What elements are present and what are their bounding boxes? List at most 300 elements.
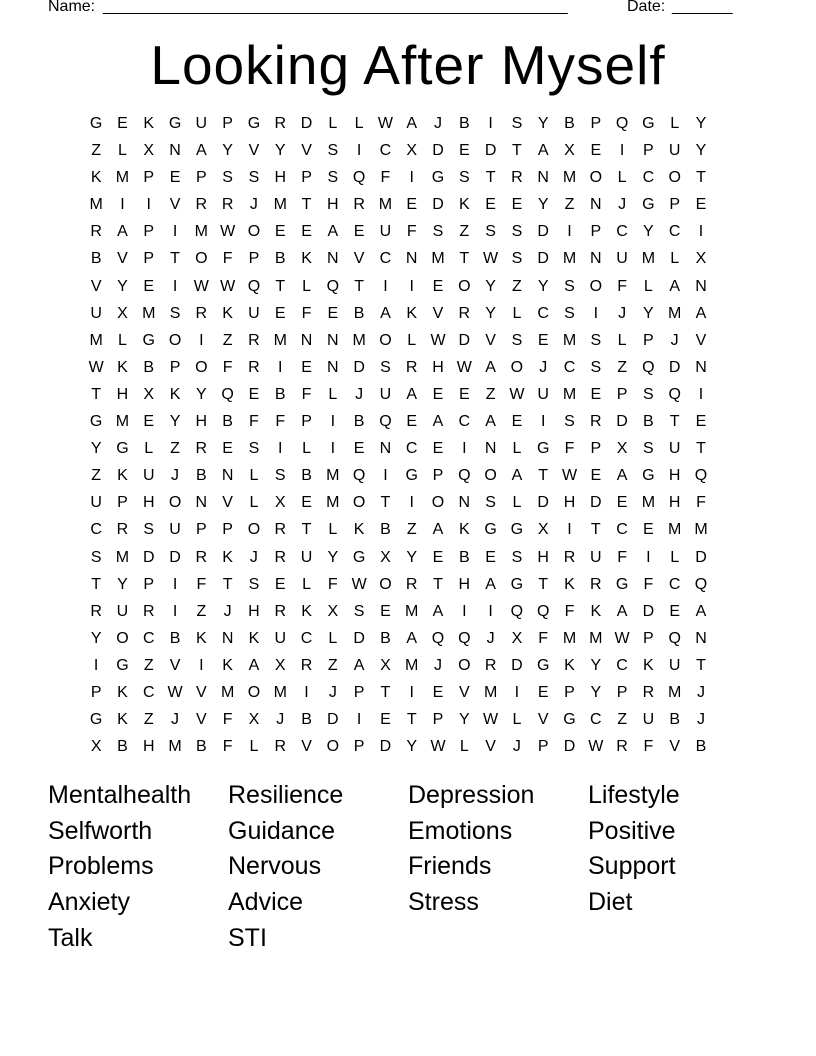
grid-letter[interactable]: P <box>222 521 233 539</box>
grid-letter[interactable]: H <box>458 575 471 593</box>
grid-letter[interactable]: Y <box>695 142 707 160</box>
grid-letter[interactable]: L <box>302 277 311 295</box>
grid-letter[interactable]: W <box>167 683 183 701</box>
grid-letter[interactable]: P <box>301 413 312 431</box>
grid-letter[interactable]: I <box>356 142 362 160</box>
grid-letter[interactable]: I <box>698 385 704 403</box>
grid-letter[interactable]: C <box>668 575 681 593</box>
grid-letter[interactable]: O <box>195 358 208 376</box>
grid-letter[interactable]: E <box>274 223 286 241</box>
grid-letter[interactable]: S <box>643 440 654 458</box>
grid-letter[interactable]: P <box>143 169 155 187</box>
grid-letter[interactable]: E <box>327 304 339 322</box>
grid-letter[interactable]: G <box>510 575 524 593</box>
grid-letter[interactable]: K <box>458 521 470 539</box>
grid-letter[interactable]: L <box>512 494 522 512</box>
grid-letter[interactable]: V <box>485 331 496 349</box>
grid-letter[interactable]: Y <box>643 304 654 322</box>
grid-letter[interactable]: V <box>458 683 470 701</box>
grid-letter[interactable]: D <box>537 223 549 241</box>
grid-letter[interactable]: W <box>483 711 499 729</box>
grid-letter[interactable]: G <box>116 440 129 458</box>
grid-letter[interactable]: C <box>537 304 549 322</box>
grid-letter[interactable]: G <box>352 548 366 566</box>
grid-letter[interactable]: Y <box>90 629 102 647</box>
grid-letter[interactable]: P <box>537 738 549 756</box>
grid-letter[interactable]: J <box>618 304 627 322</box>
grid-letter[interactable]: Z <box>617 711 627 729</box>
date-blank-line[interactable]: _______ <box>672 0 733 15</box>
grid-letter[interactable]: J <box>223 602 232 620</box>
grid-letter[interactable]: C <box>616 521 628 539</box>
grid-letter[interactable]: S <box>511 250 523 268</box>
grid-letter[interactable]: B <box>169 629 181 647</box>
grid-letter[interactable]: J <box>539 358 548 376</box>
grid-letter[interactable]: E <box>406 413 418 431</box>
grid-letter[interactable]: R <box>511 169 523 187</box>
grid-letter[interactable]: O <box>431 494 445 512</box>
grid-letter[interactable]: T <box>354 277 364 295</box>
grid-letter[interactable]: S <box>90 548 102 566</box>
grid-letter[interactable]: J <box>434 115 442 132</box>
grid-letter[interactable]: S <box>143 521 155 539</box>
grid-letter[interactable]: M <box>273 331 287 349</box>
grid-letter[interactable]: O <box>168 331 182 349</box>
grid-letter[interactable]: H <box>563 494 576 512</box>
grid-letter[interactable]: E <box>432 277 444 295</box>
grid-letter[interactable]: P <box>301 169 312 187</box>
grid-letter[interactable]: U <box>668 656 681 674</box>
grid-letter[interactable]: E <box>353 223 365 241</box>
grid-letter[interactable]: U <box>169 521 181 539</box>
grid-letter[interactable]: L <box>512 711 522 729</box>
grid-letter[interactable]: A <box>669 277 681 295</box>
grid-letter[interactable]: Q <box>668 385 681 403</box>
grid-letter[interactable]: D <box>695 548 707 566</box>
grid-letter[interactable]: K <box>353 521 365 539</box>
grid-letter[interactable]: E <box>537 331 549 349</box>
grid-letter[interactable]: B <box>380 521 391 539</box>
grid-letter[interactable]: C <box>300 629 313 647</box>
grid-letter[interactable]: C <box>668 223 681 241</box>
grid-letter[interactable]: E <box>380 602 391 620</box>
grid-letter[interactable]: K <box>169 385 181 403</box>
grid-letter[interactable]: M <box>562 331 577 349</box>
grid-letter[interactable]: J <box>328 683 337 701</box>
grid-letter[interactable]: N <box>458 494 471 512</box>
grid-letter[interactable]: E <box>643 521 654 539</box>
grid-letter[interactable]: J <box>486 629 495 647</box>
grid-letter[interactable]: D <box>511 656 523 674</box>
grid-letter[interactable]: L <box>512 440 522 458</box>
grid-letter[interactable]: E <box>485 196 496 214</box>
grid-letter[interactable]: S <box>511 115 523 132</box>
grid-letter[interactable]: U <box>642 711 655 729</box>
grid-letter[interactable]: P <box>117 494 128 512</box>
grid-letter[interactable]: P <box>590 115 602 132</box>
grid-letter[interactable]: I <box>330 440 336 458</box>
grid-letter[interactable]: M <box>405 656 419 674</box>
grid-letter[interactable]: Y <box>90 440 102 458</box>
grid-letter[interactable]: N <box>379 440 392 458</box>
grid-letter[interactable]: V <box>196 683 207 701</box>
grid-letter[interactable]: K <box>222 656 233 674</box>
grid-letter[interactable]: J <box>696 711 705 729</box>
grid-letter[interactable]: S <box>485 223 496 241</box>
grid-letter[interactable]: S <box>353 602 365 620</box>
grid-letter[interactable]: A <box>353 656 365 674</box>
grid-letter[interactable]: W <box>220 277 236 295</box>
grid-letter[interactable]: D <box>142 548 155 566</box>
grid-letter[interactable]: P <box>564 683 575 701</box>
grid-letter[interactable]: J <box>670 331 679 349</box>
grid-letter[interactable]: Y <box>537 277 549 295</box>
grid-letter[interactable]: T <box>380 494 391 512</box>
grid-letter[interactable]: J <box>276 711 285 729</box>
grid-letter[interactable]: W <box>509 385 525 403</box>
grid-letter[interactable]: M <box>668 521 682 539</box>
grid-letter[interactable]: E <box>117 115 128 132</box>
grid-letter[interactable]: M <box>220 683 235 701</box>
grid-letter[interactable]: X <box>380 548 391 566</box>
grid-letter[interactable]: L <box>117 331 127 349</box>
grid-letter[interactable]: Z <box>222 331 233 349</box>
grid-letter[interactable]: P <box>196 521 207 539</box>
grid-letter[interactable]: G <box>642 115 655 132</box>
grid-letter[interactable]: F <box>222 738 233 756</box>
grid-letter[interactable]: C <box>379 250 392 268</box>
grid-letter[interactable]: S <box>485 494 496 512</box>
grid-letter[interactable]: P <box>432 467 444 485</box>
grid-letter[interactable]: O <box>510 358 524 376</box>
grid-letter[interactable]: I <box>172 602 178 620</box>
grid-letter[interactable]: L <box>249 738 259 756</box>
grid-letter[interactable]: L <box>249 467 259 485</box>
grid-letter[interactable]: G <box>536 440 550 458</box>
grid-letter[interactable]: D <box>458 331 471 349</box>
grid-letter[interactable]: D <box>668 358 681 376</box>
grid-letter[interactable]: A <box>485 358 496 376</box>
grid-letter[interactable]: B <box>117 738 128 756</box>
grid-letter[interactable]: Z <box>143 656 154 674</box>
grid-letter[interactable]: B <box>222 413 233 431</box>
grid-letter[interactable]: V <box>669 738 681 756</box>
grid-letter[interactable]: M <box>562 385 577 403</box>
grid-letter[interactable]: Z <box>512 277 522 295</box>
grid-letter[interactable]: H <box>668 467 681 485</box>
grid-letter[interactable]: J <box>171 467 180 485</box>
grid-letter[interactable]: C <box>563 358 576 376</box>
grid-letter[interactable]: B <box>301 711 312 729</box>
grid-letter[interactable]: H <box>668 494 681 512</box>
grid-letter[interactable]: H <box>537 548 549 566</box>
grid-letter[interactable]: X <box>616 440 628 458</box>
grid-letter[interactable]: Z <box>459 223 470 241</box>
grid-letter[interactable]: T <box>275 277 286 295</box>
grid-letter[interactable]: U <box>379 385 392 403</box>
grid-letter[interactable]: D <box>537 250 549 268</box>
grid-letter[interactable]: G <box>89 711 103 729</box>
grid-letter[interactable]: I <box>278 358 283 376</box>
grid-letter[interactable]: I <box>199 331 204 349</box>
grid-letter[interactable]: S <box>327 169 339 187</box>
grid-letter[interactable]: E <box>432 385 444 403</box>
grid-letter[interactable]: I <box>462 440 467 458</box>
grid-letter[interactable]: W <box>614 629 630 647</box>
grid-letter[interactable]: P <box>616 385 628 403</box>
grid-letter[interactable]: A <box>695 304 707 322</box>
grid-letter[interactable]: P <box>222 115 233 132</box>
grid-letter[interactable]: A <box>695 602 707 620</box>
grid-letter[interactable]: R <box>274 738 286 756</box>
grid-letter[interactable]: E <box>143 413 155 431</box>
grid-letter[interactable]: U <box>248 304 260 322</box>
grid-letter[interactable]: S <box>248 169 260 187</box>
grid-letter[interactable]: J <box>249 196 258 214</box>
grid-letter[interactable]: P <box>196 169 207 187</box>
grid-letter[interactable]: P <box>353 683 365 701</box>
grid-letter[interactable]: S <box>274 467 286 485</box>
grid-letter[interactable]: L <box>144 440 154 458</box>
grid-letter[interactable]: K <box>564 656 575 674</box>
grid-letter[interactable]: S <box>564 413 575 431</box>
grid-letter[interactable]: R <box>590 575 602 593</box>
grid-letter[interactable]: N <box>537 169 549 187</box>
grid-letter[interactable]: N <box>221 629 234 647</box>
grid-letter[interactable]: O <box>458 656 471 674</box>
grid-letter[interactable]: N <box>327 250 339 268</box>
grid-letter[interactable]: E <box>301 223 312 241</box>
grid-letter[interactable]: T <box>696 169 706 187</box>
grid-letter[interactable]: F <box>617 548 627 566</box>
grid-letter[interactable]: F <box>222 711 233 729</box>
grid-letter[interactable]: X <box>143 142 155 160</box>
grid-letter[interactable]: R <box>195 548 208 566</box>
grid-letter[interactable]: A <box>196 142 207 160</box>
grid-letter[interactable]: C <box>590 711 602 729</box>
grid-letter[interactable]: B <box>669 711 681 729</box>
grid-letter[interactable]: T <box>538 575 549 593</box>
grid-letter[interactable]: L <box>512 304 522 322</box>
grid-letter[interactable]: S <box>511 331 523 349</box>
grid-letter[interactable]: E <box>695 413 707 431</box>
grid-letter[interactable]: N <box>695 358 707 376</box>
grid-letter[interactable]: Z <box>485 385 496 403</box>
grid-letter[interactable]: O <box>168 494 182 512</box>
grid-letter[interactable]: J <box>355 385 364 403</box>
grid-letter[interactable]: L <box>670 115 680 132</box>
grid-letter[interactable]: Y <box>222 142 233 160</box>
grid-letter[interactable]: X <box>248 711 260 729</box>
grid-letter[interactable]: R <box>195 440 208 458</box>
grid-letter[interactable]: N <box>405 250 418 268</box>
grid-letter[interactable]: J <box>618 196 627 214</box>
grid-letter[interactable]: Y <box>196 385 207 403</box>
grid-letter[interactable]: F <box>564 602 575 620</box>
grid-letter[interactable]: L <box>459 738 469 756</box>
grid-letter[interactable]: N <box>327 358 339 376</box>
grid-letter[interactable]: P <box>432 711 444 729</box>
grid-letter[interactable]: H <box>142 494 155 512</box>
grid-letter[interactable]: E <box>616 494 628 512</box>
grid-letter[interactable]: I <box>593 304 599 322</box>
grid-letter[interactable]: M <box>378 196 393 214</box>
grid-letter[interactable]: C <box>142 683 155 701</box>
grid-letter[interactable]: K <box>196 629 207 647</box>
grid-letter[interactable]: T <box>380 683 391 701</box>
grid-letter[interactable]: G <box>510 521 524 539</box>
grid-letter[interactable]: V <box>537 711 549 729</box>
grid-letter[interactable]: A <box>432 521 444 539</box>
grid-letter[interactable]: E <box>695 196 707 214</box>
grid-letter[interactable]: B <box>564 115 575 132</box>
grid-letter[interactable]: M <box>326 467 340 485</box>
grid-letter[interactable]: N <box>590 250 602 268</box>
grid-letter[interactable]: Q <box>458 467 471 485</box>
grid-letter[interactable]: R <box>248 358 260 376</box>
grid-letter[interactable]: C <box>616 656 628 674</box>
grid-letter[interactable]: I <box>330 413 336 431</box>
grid-letter[interactable]: H <box>142 738 155 756</box>
grid-letter[interactable]: R <box>590 413 602 431</box>
grid-letter[interactable]: O <box>484 467 497 485</box>
grid-letter[interactable]: A <box>406 115 418 132</box>
grid-letter[interactable]: B <box>196 467 207 485</box>
grid-letter[interactable]: I <box>462 602 467 620</box>
grid-letter[interactable]: T <box>485 169 496 187</box>
grid-letter[interactable]: M <box>273 683 287 701</box>
grid-letter[interactable]: M <box>562 250 577 268</box>
grid-letter[interactable]: D <box>616 413 628 431</box>
grid-letter[interactable]: M <box>589 629 603 647</box>
grid-letter[interactable]: H <box>274 169 286 187</box>
grid-letter[interactable]: L <box>249 494 259 512</box>
grid-letter[interactable]: L <box>328 629 338 647</box>
grid-letter[interactable]: J <box>171 711 180 729</box>
grid-letter[interactable]: Y <box>406 548 418 566</box>
grid-letter[interactable]: P <box>616 683 628 701</box>
grid-letter[interactable]: B <box>143 358 155 376</box>
grid-letter[interactable]: K <box>590 602 602 620</box>
grid-letter[interactable]: E <box>301 358 312 376</box>
grid-letter[interactable]: Q <box>458 629 471 647</box>
grid-letter[interactable]: B <box>353 413 365 431</box>
grid-letter[interactable]: E <box>222 440 233 458</box>
grid-letter[interactable]: I <box>409 494 414 512</box>
grid-letter[interactable]: T <box>459 250 470 268</box>
grid-letter[interactable]: W <box>193 277 209 295</box>
grid-letter[interactable]: Q <box>694 467 708 485</box>
grid-letter[interactable]: L <box>328 115 338 132</box>
grid-letter[interactable]: F <box>327 575 338 593</box>
grid-letter[interactable]: W <box>483 250 499 268</box>
grid-letter[interactable]: Q <box>221 385 234 403</box>
grid-letter[interactable]: S <box>327 142 339 160</box>
grid-letter[interactable]: Q <box>379 413 392 431</box>
grid-letter[interactable]: V <box>301 738 312 756</box>
grid-letter[interactable]: X <box>90 738 102 756</box>
grid-letter[interactable]: P <box>353 738 365 756</box>
grid-letter[interactable]: U <box>90 304 102 322</box>
grid-letter[interactable]: M <box>326 494 340 512</box>
grid-letter[interactable]: E <box>432 440 444 458</box>
grid-letter[interactable]: O <box>668 169 681 187</box>
grid-letter[interactable]: Q <box>352 467 366 485</box>
grid-letter[interactable]: Y <box>537 196 549 214</box>
grid-letter[interactable]: Y <box>117 277 128 295</box>
grid-letter[interactable]: A <box>406 385 418 403</box>
grid-letter[interactable]: K <box>643 656 654 674</box>
grid-letter[interactable]: R <box>195 196 208 214</box>
grid-letter[interactable]: H <box>248 602 260 620</box>
grid-letter[interactable]: E <box>406 196 418 214</box>
grid-letter[interactable]: O <box>195 250 208 268</box>
grid-letter[interactable]: A <box>485 575 496 593</box>
grid-letter[interactable]: F <box>538 629 549 647</box>
grid-letter[interactable]: K <box>458 196 470 214</box>
grid-letter[interactable]: P <box>248 250 260 268</box>
grid-letter[interactable]: D <box>484 142 497 160</box>
grid-letter[interactable]: V <box>248 142 260 160</box>
grid-letter[interactable]: F <box>301 304 312 322</box>
grid-letter[interactable]: M <box>89 196 103 214</box>
grid-letter[interactable]: Y <box>169 413 181 431</box>
grid-letter[interactable]: C <box>616 223 628 241</box>
grid-letter[interactable]: R <box>116 521 129 539</box>
grid-letter[interactable]: G <box>431 169 445 187</box>
grid-letter[interactable]: I <box>120 196 125 214</box>
grid-letter[interactable]: U <box>142 467 155 485</box>
grid-letter[interactable]: B <box>274 250 286 268</box>
grid-letter[interactable]: F <box>275 413 286 431</box>
grid-letter[interactable]: I <box>488 115 493 132</box>
grid-letter[interactable]: G <box>642 196 655 214</box>
grid-letter[interactable]: I <box>567 521 572 539</box>
grid-letter[interactable]: D <box>432 142 444 160</box>
grid-letter[interactable]: I <box>646 548 651 566</box>
grid-letter[interactable]: X <box>274 656 286 674</box>
grid-letter[interactable]: W <box>88 358 104 376</box>
grid-letter[interactable]: E <box>248 385 260 403</box>
grid-letter[interactable]: Q <box>326 277 340 295</box>
grid-letter[interactable]: P <box>590 223 602 241</box>
grid-letter[interactable]: O <box>589 277 603 295</box>
name-blank-line[interactable]: ______________________________________________________ <box>103 0 568 15</box>
grid-letter[interactable]: E <box>380 711 391 729</box>
grid-letter[interactable]: M <box>641 250 656 268</box>
grid-letter[interactable]: K <box>117 711 128 729</box>
grid-letter[interactable]: N <box>300 331 313 349</box>
grid-letter[interactable]: G <box>89 413 103 431</box>
grid-letter[interactable]: Q <box>642 358 655 376</box>
grid-letter[interactable]: T <box>91 385 102 403</box>
grid-letter[interactable]: P <box>90 683 102 701</box>
grid-letter[interactable]: G <box>405 467 418 485</box>
grid-letter[interactable]: K <box>301 250 312 268</box>
grid-letter[interactable]: J <box>512 738 521 756</box>
grid-letter[interactable]: R <box>274 602 286 620</box>
grid-letter[interactable]: C <box>90 521 102 539</box>
grid-letter[interactable]: X <box>537 521 549 539</box>
grid-letter[interactable]: E <box>458 142 470 160</box>
grid-letter[interactable]: T <box>406 711 417 729</box>
grid-letter[interactable]: R <box>142 602 155 620</box>
grid-letter[interactable]: E <box>274 575 286 593</box>
grid-letter[interactable]: E <box>432 548 444 566</box>
grid-letter[interactable]: P <box>143 250 155 268</box>
grid-letter[interactable]: E <box>537 683 549 701</box>
grid-letter[interactable]: I <box>356 711 362 729</box>
